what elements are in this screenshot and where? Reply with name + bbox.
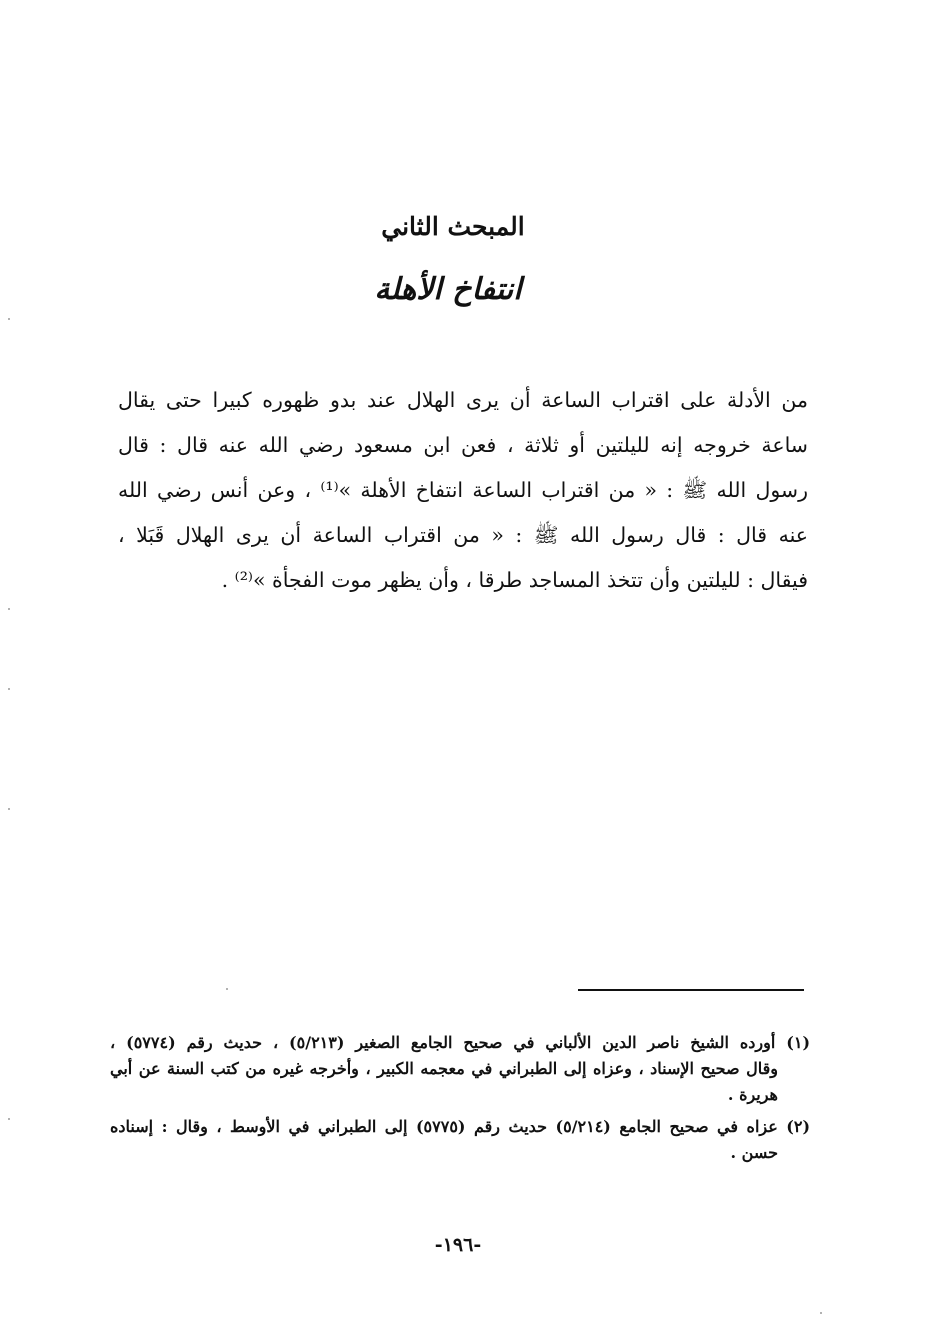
- footnote-line: وقال صحيح الإسناد ، وعزاه إلى الطبراني في معجمه الكبير ، وأخرجه غيره من كتب السنة عن أبي: [110, 1059, 778, 1078]
- body-line: فيقال : لليلتين وأن تتخذ المساجد طرقا ، وأن يظهر موت الفجأة »⁽²⁾ .: [221, 568, 808, 592]
- footnotes: [110, 1030, 810, 1166]
- body-line: من الأدلة على اقتراب الساعة أن يرى الهلال عند بدو ظهوره كبيرا حتى يقال: [118, 388, 808, 412]
- scan-speck: [226, 988, 228, 990]
- scan-speck: [8, 688, 10, 690]
- page-number: -١٩٦-: [434, 1234, 482, 1256]
- footnote-line: حسن .: [730, 1143, 778, 1162]
- footnote-line: هريرة .: [727, 1085, 778, 1104]
- footnote-line: (٢) عزاه في صحيح الجامع (٥/٢١٤) حديث رقم (٥٧٧٥) إلى الطبراني في الأوسط ، وقال : إسناده: [110, 1117, 810, 1136]
- footnote-1: [110, 1030, 810, 1108]
- scan-speck: [8, 808, 10, 810]
- body-line: ساعة خروجه إنه لليلتين أو ثلاثة ، فعن ابن مسعود رضي الله عنه قال : قال: [118, 433, 808, 457]
- scan-speck: [8, 1118, 10, 1120]
- scan-speck: [8, 318, 10, 320]
- scan-speck: [8, 608, 10, 610]
- body-line: عنه قال : قال رسول الله ﷺ : « من اقتراب الساعة أن يرى الهلال قَبَلا ،: [118, 523, 808, 547]
- footnote-separator: [578, 989, 804, 991]
- footnote-line: (١) أورده الشيخ ناصر الدين الألباني في صحيح الجامع الصغير (٥/٢١٣) ، حديث رقم (٥٧٧٤) ،: [110, 1033, 810, 1052]
- chapter-heading: المبحث الثاني: [381, 212, 525, 241]
- scan-speck: [820, 1312, 822, 1314]
- footnote-2: [110, 1114, 810, 1166]
- body-line: رسول الله ﷺ : « من اقتراب الساعة انتفاخ الأهلة »⁽¹⁾ ، وعن أنس رضي الله: [118, 478, 808, 502]
- body-paragraph: [118, 378, 808, 603]
- section-title: انتفاخ الأهلة: [374, 272, 522, 307]
